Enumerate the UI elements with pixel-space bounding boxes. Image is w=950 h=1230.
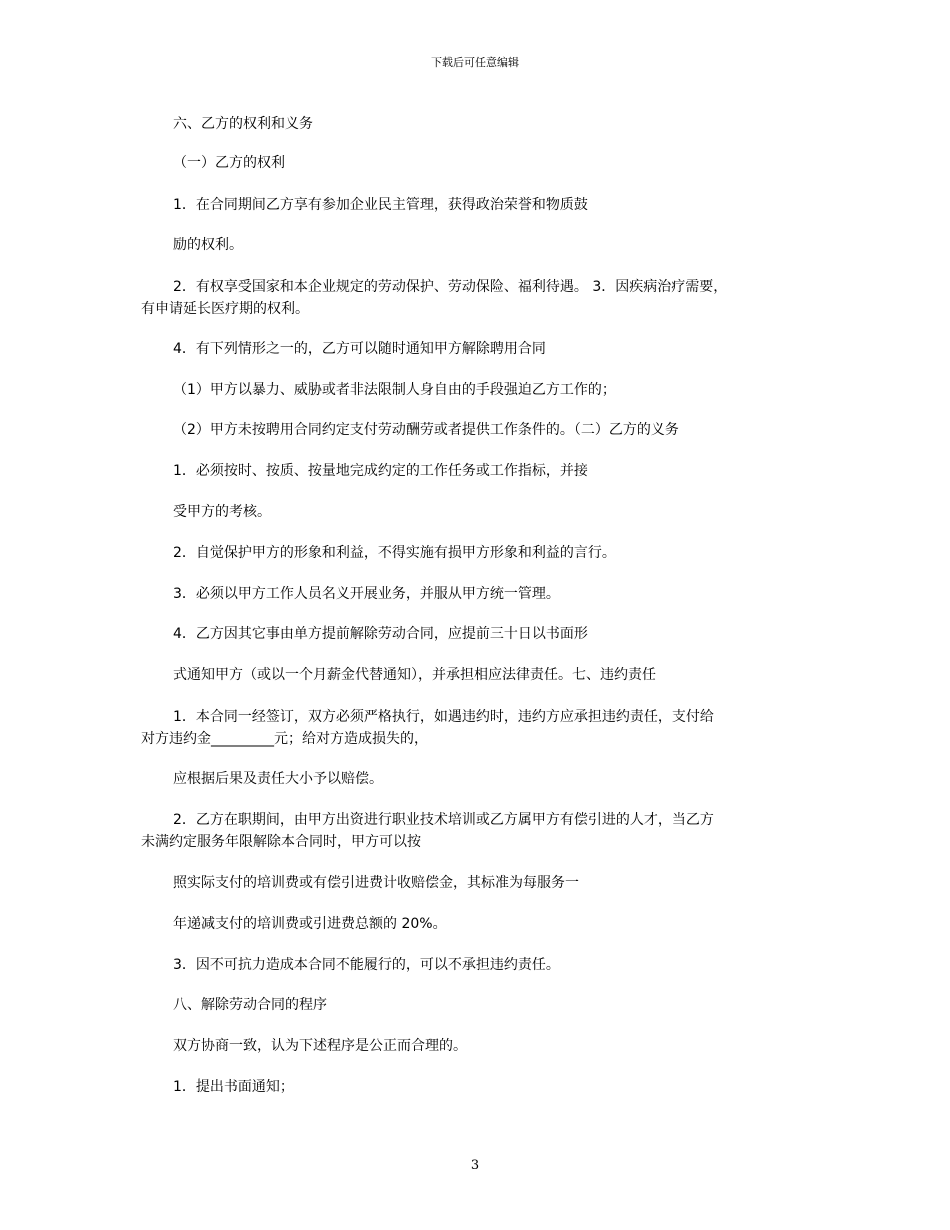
section-heading: 八、解除劳动合同的程序	[173, 997, 327, 1013]
page-number: 3	[470, 1158, 480, 1173]
subsection-heading: （一）乙方的权利	[173, 155, 285, 171]
paragraph-line: 1．必须按时、按质、按量地完成约定的工作任务或工作指标，并接	[173, 463, 588, 479]
paragraph-line: 1．本合同一经签订，双方必须严格执行，如遇违约时，违约方应承担违约责任，支付给	[173, 709, 714, 725]
paragraph-line: 对方违约金_________元；给对方造成损失的，	[141, 731, 428, 747]
paragraph-line: 2．有权享受国家和本企业规定的劳动保护、劳动保险、福利待遇。 3．因疾病治疗需要，	[173, 279, 728, 295]
paragraph-line: 有申请延长医疗期的权利。	[141, 301, 309, 317]
paragraph-line: 4．乙方因其它事由单方提前解除劳动合同，应提前三十日以书面形	[173, 626, 588, 642]
paragraph-line: 年递减支付的培训费或引进费总额的 20%。	[173, 916, 447, 932]
paragraph-line: 2．乙方在职期间，由甲方出资进行职业技术培训或乙方属甲方有偿引进的人才，当乙方	[173, 812, 714, 828]
paragraph-line: 励的权利。	[173, 237, 243, 253]
paragraph-line: 3．因不可抗力造成本合同不能履行的，可以不承担违约责任。	[173, 957, 560, 973]
section-heading: 六、乙方的权利和义务	[173, 116, 313, 132]
paragraph-line: 3．必须以甲方工作人员名义开展业务，并服从甲方统一管理。	[173, 586, 560, 602]
paragraph-line: 2．自觉保护甲方的形象和利益，不得实施有损甲方形象和利益的言行。	[173, 545, 616, 561]
paragraph-line: （2）甲方未按聘用合同约定支付劳动酬劳或者提供工作条件的。（二）乙方的义务	[173, 422, 679, 438]
paragraph-line: 式通知甲方（或以一个月薪金代替通知），并承担相应法律责任。七、违约责任	[173, 667, 656, 683]
paragraph-line: 应根据后果及责任大小予以赔偿。	[173, 771, 383, 787]
page-header: 下载后可任意编辑	[431, 56, 519, 69]
paragraph-line: 1．在合同期间乙方享有参加企业民主管理，获得政治荣誉和物质鼓	[173, 197, 588, 213]
paragraph-line: 4．有下列情形之一的，乙方可以随时通知甲方解除聘用合同	[173, 341, 546, 357]
paragraph-line: 双方协商一致，认为下述程序是公正而合理的。	[173, 1038, 467, 1054]
paragraph-line: （1）甲方以暴力、威胁或者非法限制人身自由的手段强迫乙方工作的；	[173, 382, 616, 398]
paragraph-line: 受甲方的考核。	[173, 504, 271, 520]
paragraph-line: 未满约定服务年限解除本合同时，甲方可以按	[141, 834, 421, 850]
paragraph-line: 1．提出书面通知；	[173, 1079, 294, 1095]
paragraph-line: 照实际支付的培训费或有偿引进费计收赔偿金，其标准为每服务一	[173, 875, 579, 891]
